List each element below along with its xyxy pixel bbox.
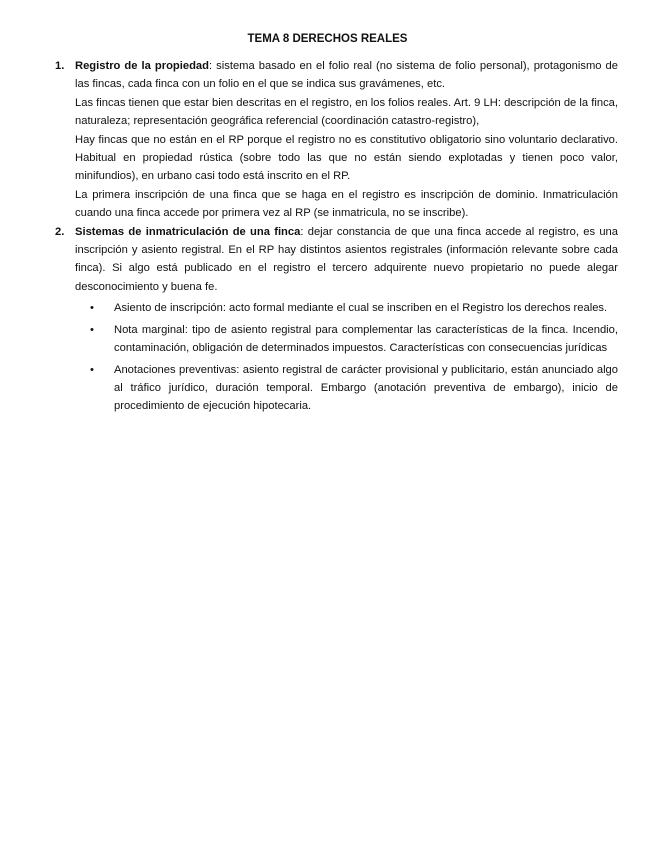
bullet-text: Nota marginal: tipo de asiento registral para complementar las características de la finca. Incendio, contaminación, obligación de determinados impuestos. Características con consecuencias jurídicas xyxy=(114,323,618,355)
paragraph: Hay fincas que no están en el RP porque el registro no es constitutivo obligatorio sino voluntario declarativo. Habitual en propiedad rústica (sobre todo las que no están siendo explotadas y tienen poco valor, minifundios), en urbano casi todo está inscrito en el RP. xyxy=(75,133,618,183)
paragraph: Las fincas tienen que estar bien descritas en el registro, en los folios reales. Art. 9 LH: descripción de la finca, naturaleza; representación geográfica referencial (coordinación catastro-registro), xyxy=(75,96,618,128)
bullet-icon: • xyxy=(90,363,94,376)
item-lead-text: : dejar constancia de que una finca accede al registro, es una inscripción y asiento registral. En el RP hay distintos asientos registrales (información relevante sobre cada finca). Si algo está publicado en el registro el tercero adquirente nuevo propietario no puede alegar desconocimiento y buena fe. xyxy=(75,225,619,293)
list-item-2 xyxy=(55,223,619,416)
paragraph: La primera inscripción de una finca que se haga en el registro es inscripción de dominio. Inmatriculación cuando una finca accede por primera vez al RP (se inmatricula, no se inscribe). xyxy=(75,188,618,220)
bullet-icon: • xyxy=(90,323,94,336)
item-heading: Sistemas de inmatriculación de una finca xyxy=(75,225,301,238)
bullet-list xyxy=(75,299,618,415)
bullet-text: Asiento de inscripción: acto formal mediante el cual se inscriben en el Registro los derechos reales. xyxy=(114,302,608,315)
list-item-1 xyxy=(55,57,618,223)
item-heading: Registro de la propiedad xyxy=(75,60,209,72)
item-number: 2. xyxy=(55,225,65,238)
bullet-item xyxy=(75,299,618,317)
bullet-text: Anotaciones preventivas: asiento registral de carácter provisional y publicitario, están anunciado algo al tráfico jurídico, duración temporal. Embargo (anotación preventiva de embargo), inicio de procedimiento de ejecución hipotecaria. xyxy=(114,363,618,413)
item-lead-paragraph xyxy=(75,57,618,94)
item-lead-paragraph xyxy=(75,223,618,297)
document-body xyxy=(55,57,619,419)
item-number: 1. xyxy=(55,60,65,72)
bullet-icon: • xyxy=(90,302,94,315)
bullet-item xyxy=(75,321,618,358)
page-title: TEMA 8 DERECHOS REALES xyxy=(247,33,408,45)
item-lead-text: : sistema basado en el folio real (no sistema de folio personal), protagonismo de las fincas, cada finca con un folio en el que se indica sus gravámenes, etc. xyxy=(75,60,618,91)
bullet-item xyxy=(75,361,618,416)
